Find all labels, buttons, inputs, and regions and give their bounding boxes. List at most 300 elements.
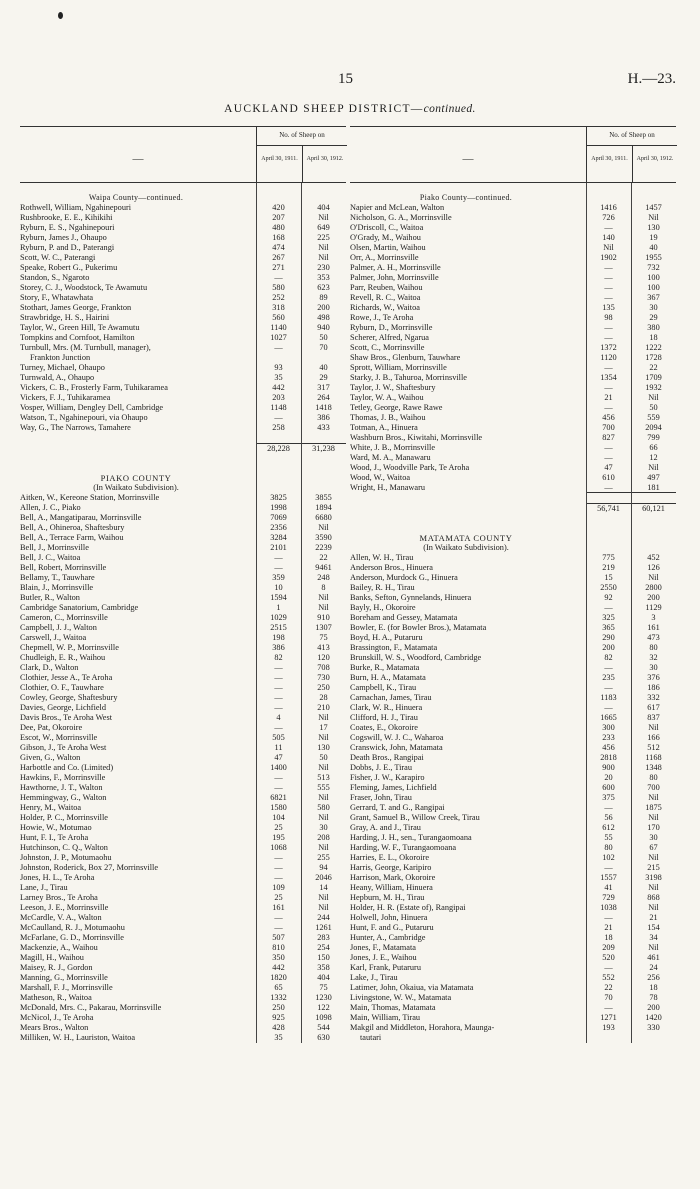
sheep-1911: 102 xyxy=(602,853,615,862)
sheep-1912: Nil xyxy=(318,213,329,222)
sheep-1912: 555 xyxy=(317,783,330,792)
sheep-1912: 29 xyxy=(319,373,328,382)
table-row xyxy=(20,263,346,273)
sheep-1911: 420 xyxy=(272,203,285,212)
left-table xyxy=(20,126,346,1043)
sheep-1911 xyxy=(256,183,301,193)
owner-name: Turney, Michael, Ohaupo xyxy=(20,363,105,372)
owner-name: Wright, H., Manawaru xyxy=(350,483,426,492)
table-row xyxy=(350,683,676,693)
owner-name: Death Bros., Rangipai xyxy=(350,753,424,762)
owner-name: Johnston, Roderick, Box 27, Morrinsville xyxy=(20,863,159,872)
sheep-1912: 6680 xyxy=(315,513,332,522)
sheep-1912: 1261 xyxy=(315,923,332,932)
sheep-1911: 810 xyxy=(272,943,285,952)
table-row xyxy=(20,623,346,633)
table-row xyxy=(20,923,346,933)
owner-name: Tetley, George, Rawe Rawe xyxy=(350,403,443,412)
sheep-1911: 520 xyxy=(602,953,615,962)
sheep-1912: 910 xyxy=(317,613,330,622)
sheep-1911: 726 xyxy=(602,213,615,222)
sheep-1911 xyxy=(256,433,301,443)
table-row xyxy=(20,593,346,603)
owner-name: Clark, W. R., Hinuera xyxy=(350,703,423,712)
owner-name: O'Driscoll, C., Waitoa xyxy=(350,223,424,232)
owner-name: Lane, J., Tirau xyxy=(20,883,68,892)
owner-name: Main, Thomas, Matamata xyxy=(350,1003,436,1012)
owner-name: Mears Bros., Walton xyxy=(20,1023,89,1032)
table-row xyxy=(350,823,676,833)
sheep-1911: 10 xyxy=(274,583,283,592)
sheep-1911: 729 xyxy=(602,893,615,902)
sheep-1911: 428 xyxy=(272,1023,285,1032)
sheep-1911: 474 xyxy=(272,243,285,252)
table-row xyxy=(20,503,346,513)
owner-name: Hemmingway, G., Walton xyxy=(20,793,107,802)
owner-name: Holder, H. R. (Estate of), Rangipai xyxy=(350,903,466,912)
sheep-1911: — xyxy=(274,273,283,282)
owner-name: Shaw Bros., Glenburn, Tauwhare xyxy=(350,353,461,362)
table-row xyxy=(20,513,346,523)
sheep-1911: 82 xyxy=(274,653,283,662)
sheep-1911 xyxy=(256,483,301,493)
sheep-1911: 359 xyxy=(272,573,285,582)
sheep-1912: 225 xyxy=(317,233,330,242)
sheep-1912: 1230 xyxy=(315,993,332,1002)
table-row xyxy=(20,333,346,343)
owner-name: Bell, J., Morrinsville xyxy=(20,543,89,552)
table-row xyxy=(350,553,676,563)
sheep-1911: 1594 xyxy=(270,593,287,602)
owner-name: Anderson, Murdock G., Hinuera xyxy=(350,573,458,582)
sheep-1912: 413 xyxy=(317,643,330,652)
table-row xyxy=(20,803,346,813)
sheep-1912: 799 xyxy=(647,433,660,442)
table-row xyxy=(350,293,676,303)
owner-name: Dee, Pat, Okoroire xyxy=(20,723,83,732)
sheep-1911: — xyxy=(604,263,613,272)
sheep-1911: 207 xyxy=(272,213,285,222)
sheep-1912: 1129 xyxy=(645,603,662,612)
sheep-1911: 203 xyxy=(272,393,285,402)
sheep-1912 xyxy=(301,433,346,443)
sheep-1911: 925 xyxy=(272,1013,285,1022)
owner-name: Ryburn, D., Morrinsville xyxy=(350,323,433,332)
sheep-1912: 473 xyxy=(647,633,660,642)
sheep-1912: 1168 xyxy=(645,753,662,762)
ink-dot xyxy=(58,12,63,19)
sheep-1912: 60,121 xyxy=(631,503,676,513)
sheep-1912: 166 xyxy=(647,733,660,742)
table-row xyxy=(350,363,676,373)
table-row xyxy=(350,813,676,823)
owner-name: Clothier, Jesse A., Te Aroha xyxy=(20,673,113,682)
table-row xyxy=(20,543,346,553)
sheep-1912: 30 xyxy=(649,833,658,842)
sheep-1912: 559 xyxy=(647,413,660,422)
sheep-1912: 255 xyxy=(317,853,330,862)
page-number: 15 xyxy=(338,71,353,87)
sheep-1912: 32 xyxy=(649,653,658,662)
owner-name: Strawbridge, H. S., Hairini xyxy=(20,313,110,322)
owner-name: Campbell, K., Tirau xyxy=(350,683,417,692)
table-row xyxy=(350,943,676,953)
table-row xyxy=(20,343,346,353)
sheep-1911: 1271 xyxy=(600,1013,617,1022)
section-heading xyxy=(20,473,346,483)
table-row xyxy=(20,633,346,643)
owner-name: Clothier, O. F., Tauwhare xyxy=(20,683,104,692)
table-row xyxy=(20,933,346,943)
sheep-1912: 210 xyxy=(317,703,330,712)
table-row xyxy=(20,993,346,1003)
owner-name: Gerrard, T. and G., Rangipai xyxy=(350,803,445,812)
table-row xyxy=(350,843,676,853)
sheep-1912: 14 xyxy=(319,883,328,892)
sheep-1912: 3 xyxy=(651,613,656,622)
table-row xyxy=(20,423,346,433)
sheep-1912: 1307 xyxy=(315,623,332,632)
table-row xyxy=(350,583,676,593)
sheep-1911: 300 xyxy=(602,723,615,732)
sheep-1911 xyxy=(256,473,301,483)
table-row xyxy=(20,413,346,423)
table-row xyxy=(350,743,676,753)
sheep-1912: Nil xyxy=(648,943,659,952)
sheep-1911: 168 xyxy=(272,233,285,242)
owner-name: Bayly, H., Okoroire xyxy=(350,603,416,612)
table-row xyxy=(20,603,346,613)
sheep-1912: Nil xyxy=(648,573,659,582)
sheep-1911: 1332 xyxy=(270,993,287,1002)
owner-name: McFarlane, G. D., Morrinsville xyxy=(20,933,124,942)
owner-name: Taylor, W. A., Waihou xyxy=(350,393,424,402)
table-row xyxy=(20,723,346,733)
owner-name: (In Waikato Subdivision). xyxy=(423,543,509,552)
sheep-1912: 161 xyxy=(647,623,660,632)
table-row xyxy=(20,373,346,383)
owner-name xyxy=(350,183,586,193)
sheep-1912: 367 xyxy=(647,293,660,302)
table-row xyxy=(350,833,676,843)
sheep-1912: 1875 xyxy=(645,803,662,812)
table-row xyxy=(20,963,346,973)
table-row xyxy=(350,333,676,343)
sheep-1912: 248 xyxy=(317,573,330,582)
sheep-1912: Nil xyxy=(318,793,329,802)
table-row xyxy=(350,473,676,483)
sheep-1912: 1709 xyxy=(645,373,662,382)
owner-name: Turnwald, A., Ohaupo xyxy=(20,373,95,382)
sheep-1911: 28,228 xyxy=(256,443,301,453)
table-row xyxy=(350,453,676,463)
sheep-1912: 1418 xyxy=(315,403,332,412)
table-row xyxy=(350,973,676,983)
table-row xyxy=(20,663,346,673)
sheep-1911: 20 xyxy=(604,773,613,782)
sheep-1912: 244 xyxy=(317,913,330,922)
sheep-1911: 1998 xyxy=(270,503,287,512)
owner-name: Ryburn, James J., Ohaupo xyxy=(20,233,107,242)
sheep-1911: — xyxy=(274,913,283,922)
sheep-1911: — xyxy=(274,693,283,702)
sheep-1912: 9461 xyxy=(315,563,332,572)
sheep-1911: — xyxy=(604,703,613,712)
sheep-1911: — xyxy=(274,673,283,682)
sheep-1912: 940 xyxy=(317,323,330,332)
spacer-row xyxy=(20,433,346,443)
sheep-1911: 318 xyxy=(272,303,285,312)
sheep-1912: 30 xyxy=(319,823,328,832)
table-row xyxy=(20,773,346,783)
spacer-row xyxy=(20,183,346,193)
sheep-1912: 2046 xyxy=(315,873,332,882)
sheep-1911: 775 xyxy=(602,553,615,562)
sheep-1911: — xyxy=(604,1003,613,1012)
sheep-1911: 47 xyxy=(604,463,613,472)
owner-name: Butler, R., Walton xyxy=(20,593,80,602)
sheep-1911: 1580 xyxy=(270,803,287,812)
table-row xyxy=(350,703,676,713)
sheep-1911 xyxy=(586,493,631,503)
sheep-1912: Nil xyxy=(648,393,659,402)
owner-name: Harding, W. F., Turangaomoana xyxy=(350,843,457,852)
sheep-1912: 100 xyxy=(647,283,660,292)
sheep-1912: 40 xyxy=(319,363,328,372)
owner-name: Jones, J. E., Waihou xyxy=(350,953,417,962)
owner-name: Jones, F., Matamata xyxy=(350,943,416,952)
year-1912-header: April 30, 1912. xyxy=(302,146,347,182)
sheep-1912: 78 xyxy=(649,993,658,1002)
sheep-1911: 505 xyxy=(272,733,285,742)
sheep-1912: 24 xyxy=(649,963,658,972)
sheep-1911 xyxy=(586,193,631,203)
sheep-1911: 1148 xyxy=(270,403,287,412)
sheep-1912: 461 xyxy=(647,953,660,962)
sheep-1911: — xyxy=(604,683,613,692)
table-row xyxy=(20,873,346,883)
sheep-1912: 186 xyxy=(647,683,660,692)
sheep-1911: — xyxy=(604,283,613,292)
owner-name: Scott, W. C., Paterangi xyxy=(20,253,96,262)
sheep-1911: 252 xyxy=(272,293,285,302)
sheep-1912: 215 xyxy=(647,863,660,872)
sheep-1911 xyxy=(259,353,303,363)
sheep-1912: 89 xyxy=(319,293,328,302)
table-row xyxy=(350,483,676,493)
owner-name: Ryburn, P. and D., Paterangi xyxy=(20,243,115,252)
table-header xyxy=(20,126,346,183)
owner-name: Piako County—continued. xyxy=(419,193,513,202)
table-row xyxy=(20,383,346,393)
sheep-1912 xyxy=(631,523,676,533)
sheep-1912: 31,238 xyxy=(301,443,346,453)
sheep-1911: 35 xyxy=(274,373,283,382)
sheep-1912: Nil xyxy=(318,713,329,722)
owner-name: McCaulland, R. J., Motumaohu xyxy=(20,923,125,932)
sheep-1912: 230 xyxy=(317,263,330,272)
table-row xyxy=(20,553,346,563)
sheep-1912: Nil xyxy=(648,903,659,912)
sheep-1911: — xyxy=(274,413,283,422)
table-row xyxy=(20,793,346,803)
spacer-row xyxy=(350,183,676,193)
owner-name: Aitken, W., Kereone Station, Morrinsville xyxy=(20,493,160,502)
sheep-1912: 1457 xyxy=(645,203,662,212)
sheep-1912: 19 xyxy=(649,233,658,242)
sheep-1912 xyxy=(301,483,346,493)
sheep-1911: — xyxy=(604,663,613,672)
table-row xyxy=(350,263,676,273)
sheep-1912: Nil xyxy=(318,253,329,262)
sheep-1912: Nil xyxy=(318,813,329,822)
owner-name: Carswell, J., Waitoa xyxy=(20,633,87,642)
owner-name: Bell, Robert, Morrinsville xyxy=(20,563,107,572)
owner-name: Milliken, W. H., Lauriston, Waitoa xyxy=(20,1033,136,1042)
owner-name: Stothart, James George, Frankton xyxy=(20,303,132,312)
sheep-1911: 3284 xyxy=(270,533,287,542)
year-1911-header: April 30, 1911. xyxy=(591,156,628,162)
table-row xyxy=(20,303,346,313)
sheep-1911: — xyxy=(604,383,613,392)
sheep-1912: 649 xyxy=(317,223,330,232)
sheep-1912: 80 xyxy=(649,643,658,652)
sheep-1911: 350 xyxy=(272,953,285,962)
sheep-1912: 75 xyxy=(319,633,328,642)
sheep-1911 xyxy=(586,513,631,523)
table-row xyxy=(20,943,346,953)
table-row xyxy=(350,993,676,1003)
table-row xyxy=(350,373,676,383)
table-row xyxy=(20,653,346,663)
sheep-1911: — xyxy=(604,963,613,972)
sheep-1911: 700 xyxy=(602,423,615,432)
sheep-1911: 1820 xyxy=(270,973,287,982)
owner-name: Parr, Reuben, Waihou xyxy=(350,283,423,292)
sheep-1912: 30 xyxy=(649,303,658,312)
sheep-1911: 258 xyxy=(272,423,285,432)
sheep-1912: Nil xyxy=(318,243,329,252)
owner-name: Tompkins and Cornfoot, Hamilton xyxy=(20,333,135,342)
owner-name: Brassington, F., Matamata xyxy=(350,643,438,652)
sheep-1912: 353 xyxy=(317,273,330,282)
spacer-row xyxy=(350,523,676,533)
sheep-1911: 15 xyxy=(604,573,613,582)
right-table-body xyxy=(350,183,676,1043)
sheep-1912: 732 xyxy=(647,263,660,272)
owner-name: Carnachan, James, Tirau xyxy=(350,693,432,702)
sheep-1911: 65 xyxy=(274,983,283,992)
sheep-1912: Nil xyxy=(648,793,659,802)
sheep-1911: 1 xyxy=(276,603,281,612)
owner-name: Hutchinson, C. Q., Walton xyxy=(20,843,108,852)
table-row xyxy=(20,243,346,253)
owner-name: Karl, Frank, Putaruru xyxy=(350,963,421,972)
owner-name: Hepburn, M. H., Tirau xyxy=(350,893,425,902)
sheep-1911: 82 xyxy=(604,653,613,662)
continuation-row xyxy=(350,1033,676,1043)
sheep-1911: 1068 xyxy=(270,843,287,852)
sheep-1911: 365 xyxy=(602,623,615,632)
sheep-1911: 93 xyxy=(274,363,283,372)
owner-name: Manning, G., Morrinsville xyxy=(20,973,108,982)
owner-name: Bailey, R. H., Tirau xyxy=(350,583,415,592)
sheep-1912: 730 xyxy=(317,673,330,682)
owner-name: Harbottle and Co. (Limited) xyxy=(20,763,114,772)
owner-name: Ryburn, E. S., Ngahinepouri xyxy=(20,223,115,232)
sheep-1911: — xyxy=(274,773,283,782)
sheep-1912: 256 xyxy=(647,973,660,982)
table-row xyxy=(350,603,676,613)
table-row xyxy=(350,963,676,973)
sheep-1912: 2239 xyxy=(315,543,332,552)
table-row xyxy=(20,733,346,743)
sheep-count-title: No. of Sheep on xyxy=(587,127,677,146)
sheep-1912: Nil xyxy=(318,603,329,612)
sheep-1911: 21 xyxy=(604,923,613,932)
left-table-body xyxy=(20,183,346,1043)
table-row xyxy=(20,1003,346,1013)
sheep-1912: 122 xyxy=(317,1003,330,1012)
sheep-1912 xyxy=(631,533,676,543)
sheep-1912: 208 xyxy=(317,833,330,842)
sheep-1911: — xyxy=(274,343,283,352)
sheep-1912: 254 xyxy=(317,943,330,952)
owner-name: Vickers, C. B., Frosterly Farm, Tuhikaramea xyxy=(20,383,168,392)
owner-name: Clifford, H. J., Tirau xyxy=(350,713,418,722)
sheep-1912 xyxy=(631,513,676,523)
sheep-1911: 25 xyxy=(274,823,283,832)
sheep-1911 xyxy=(586,543,631,553)
table-row xyxy=(350,413,676,423)
sheep-1912: 34 xyxy=(649,933,658,942)
sheep-1911: 250 xyxy=(272,1003,285,1012)
owner-name: Cogswill, W. J. C., Waharoa xyxy=(350,733,444,742)
owner-name: Anderson Bros., Hinuera xyxy=(350,563,433,572)
table-row xyxy=(350,383,676,393)
sheep-1911: — xyxy=(604,603,613,612)
sheep-1911: — xyxy=(604,323,613,332)
table-row xyxy=(350,933,676,943)
sheep-1912: 21 xyxy=(649,913,658,922)
sheep-1911: Nil xyxy=(603,243,614,252)
table-row xyxy=(20,283,346,293)
owner-name: Given, G., Walton xyxy=(20,753,81,762)
sheep-1912: 120 xyxy=(317,653,330,662)
sheep-1911 xyxy=(586,183,631,193)
sheep-1912: 498 xyxy=(317,313,330,322)
sheep-1912: 200 xyxy=(317,303,330,312)
sheep-1911: 35 xyxy=(274,1033,283,1042)
sheep-1912: 358 xyxy=(317,963,330,972)
table-row xyxy=(20,983,346,993)
sheep-1911: — xyxy=(274,663,283,672)
sheep-1911: 580 xyxy=(272,283,285,292)
table-row xyxy=(20,563,346,573)
sheep-1911: — xyxy=(604,443,613,452)
sheep-1911: 442 xyxy=(272,383,285,392)
table-row xyxy=(20,763,346,773)
sheep-1912: Nil xyxy=(648,213,659,222)
sheep-1911: — xyxy=(274,723,283,732)
sheep-1911: — xyxy=(604,223,613,232)
owner-name: Olsen, Martin, Waihou xyxy=(350,243,426,252)
owner-name: Maisey, R. J., Gordon xyxy=(20,963,93,972)
sheep-1911: 2101 xyxy=(270,543,287,552)
table-row xyxy=(20,783,346,793)
sheep-1911: — xyxy=(604,273,613,282)
sheep-1911: 56,741 xyxy=(586,503,631,513)
